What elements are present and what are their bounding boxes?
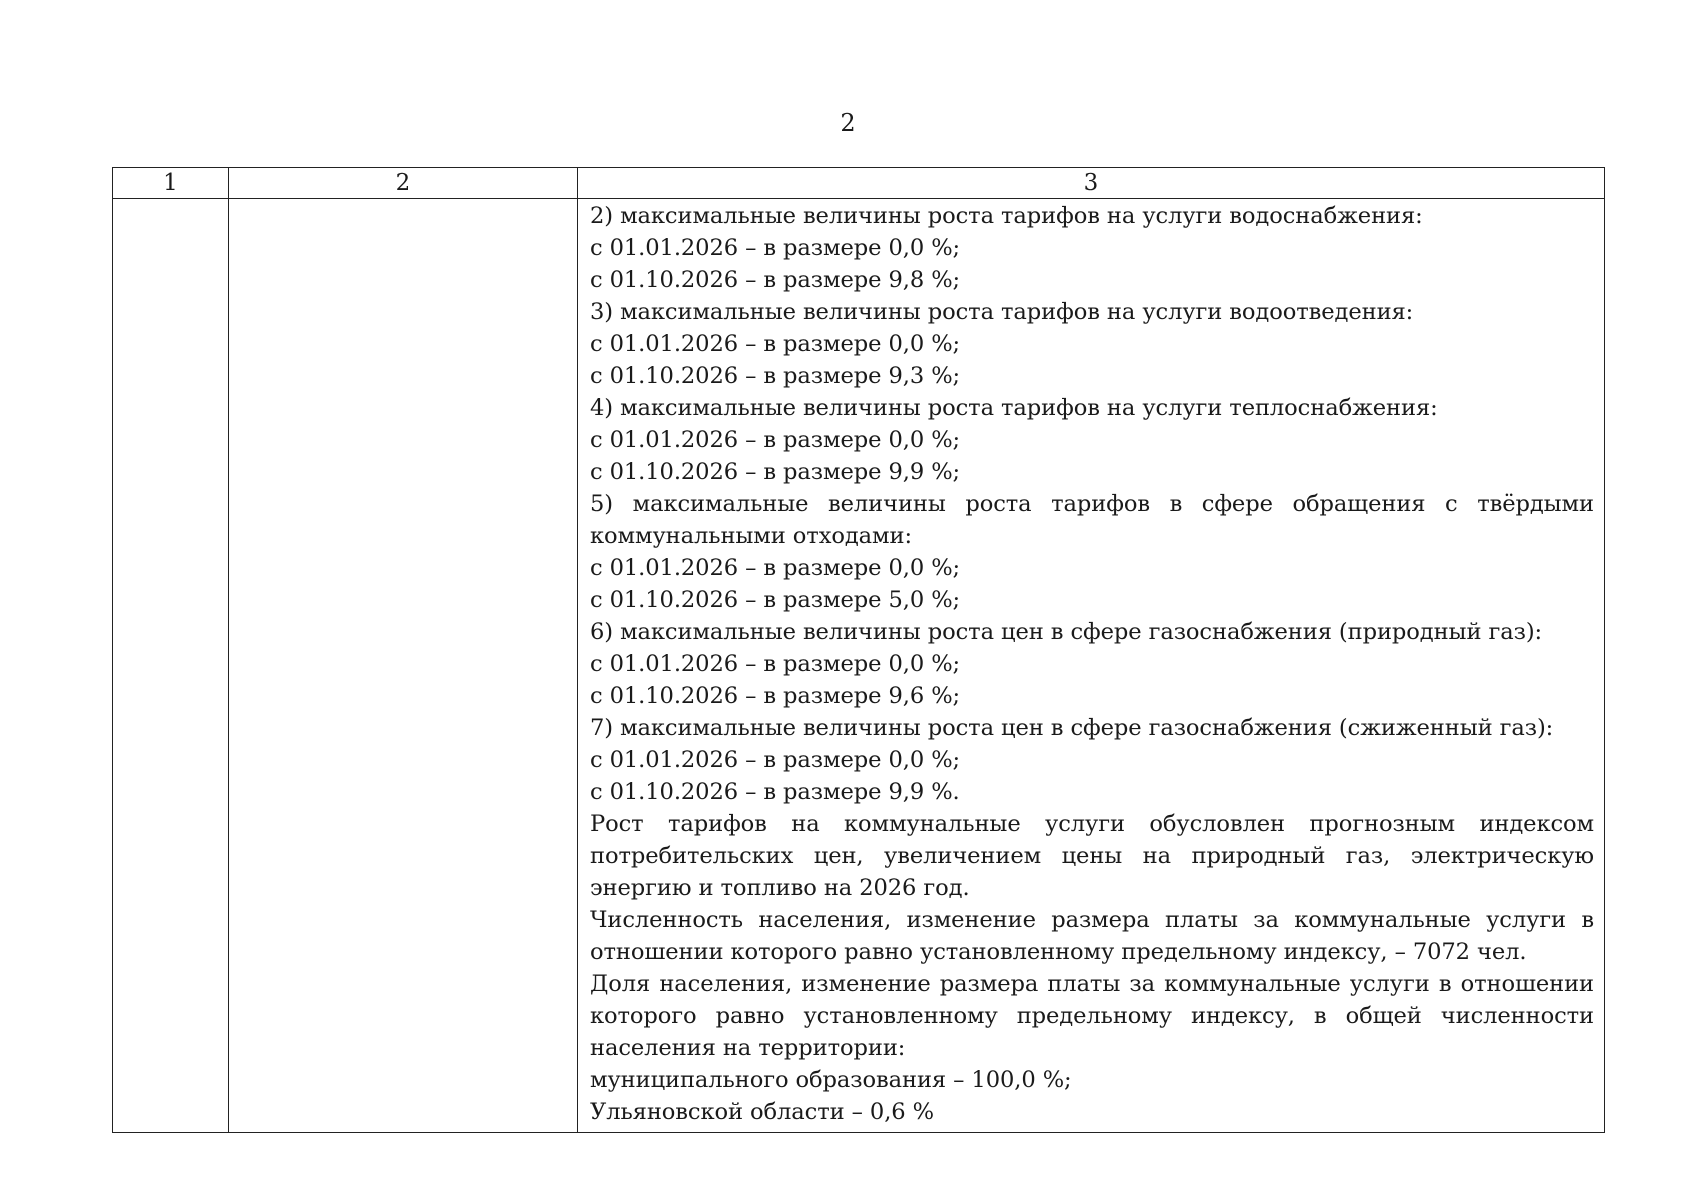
table-row: [113, 199, 1605, 1133]
section-liquefied-gas-heading: 7) максимальные величины роста цен в сфере газоснабжения (сжиженный газ):: [590, 715, 1554, 741]
table-header-row: [113, 168, 1605, 199]
cell-col-2: [229, 199, 578, 1133]
section-water-supply-heading: 2) максимальные величины роста тарифов на услуги водоснабжения:: [590, 203, 1423, 229]
section-water-supply-item-2: с 01.10.2026 – в размере 9,8 %;: [590, 267, 961, 293]
section-solid-waste-heading: 5) максимальные величины роста тарифов в сфере обращения с твёрдыми коммунальными отходами:: [590, 491, 1594, 549]
section-natural-gas-item-2: с 01.10.2026 – в размере 9,6 %;: [590, 683, 961, 709]
population-count-paragraph: Численность населения, изменение размера платы за коммунальные услуги в отношении которого равно установленному предельному индексу, – 7072 чел.: [590, 907, 1594, 965]
column-header-1: 1: [113, 168, 229, 199]
section-natural-gas-heading: 6) максимальные величины роста цен в сфере газоснабжения (природный газ):: [590, 619, 1543, 645]
section-heat-supply-item-2: с 01.10.2026 – в размере 9,9 %;: [590, 459, 961, 485]
share-municipal-line: муниципального образования – 100,0 %;: [590, 1067, 1072, 1093]
section-solid-waste-item-2: с 01.10.2026 – в размере 5,0 %;: [590, 587, 961, 613]
page-number: 2: [840, 109, 856, 137]
section-solid-waste-item-1: с 01.01.2026 – в размере 0,0 %;: [590, 555, 961, 581]
column-header-3: 3: [578, 168, 1605, 199]
section-heat-supply-heading: 4) максимальные величины роста тарифов на услуги теплоснабжения:: [590, 395, 1438, 421]
section-natural-gas-item-1: с 01.01.2026 – в размере 0,0 %;: [590, 651, 961, 677]
growth-reason-paragraph: Рост тарифов на коммунальные услуги обусловлен прогнозным индексом потребительских цен, увеличением цены на природный газ, электрическую энергию и топливо на 2026 год.: [590, 811, 1594, 901]
tariff-table: [112, 167, 1605, 1133]
column-header-2: 2: [229, 168, 578, 199]
section-wastewater-item-1: с 01.01.2026 – в размере 0,0 %;: [590, 331, 961, 357]
section-liquefied-gas-item-2: с 01.10.2026 – в размере 9,9 %.: [590, 779, 960, 805]
section-wastewater-heading: 3) максимальные величины роста тарифов на услуги водоотведения:: [590, 299, 1414, 325]
section-water-supply-item-1: с 01.01.2026 – в размере 0,0 %;: [590, 235, 961, 261]
section-wastewater-item-2: с 01.10.2026 – в размере 9,3 %;: [590, 363, 961, 389]
cell-col-1: [113, 199, 229, 1133]
share-region-line: Ульяновской области – 0,6 %: [590, 1099, 935, 1125]
section-liquefied-gas-item-1: с 01.01.2026 – в размере 0,0 %;: [590, 747, 961, 773]
section-heat-supply-item-1: с 01.01.2026 – в размере 0,0 %;: [590, 427, 961, 453]
cell-col-3: [578, 199, 1605, 1133]
population-share-paragraph: Доля населения, изменение размера платы за коммунальные услуги в отношении которого равно установленному предельному индексу, в общей численности населения на территории:: [590, 971, 1594, 1061]
